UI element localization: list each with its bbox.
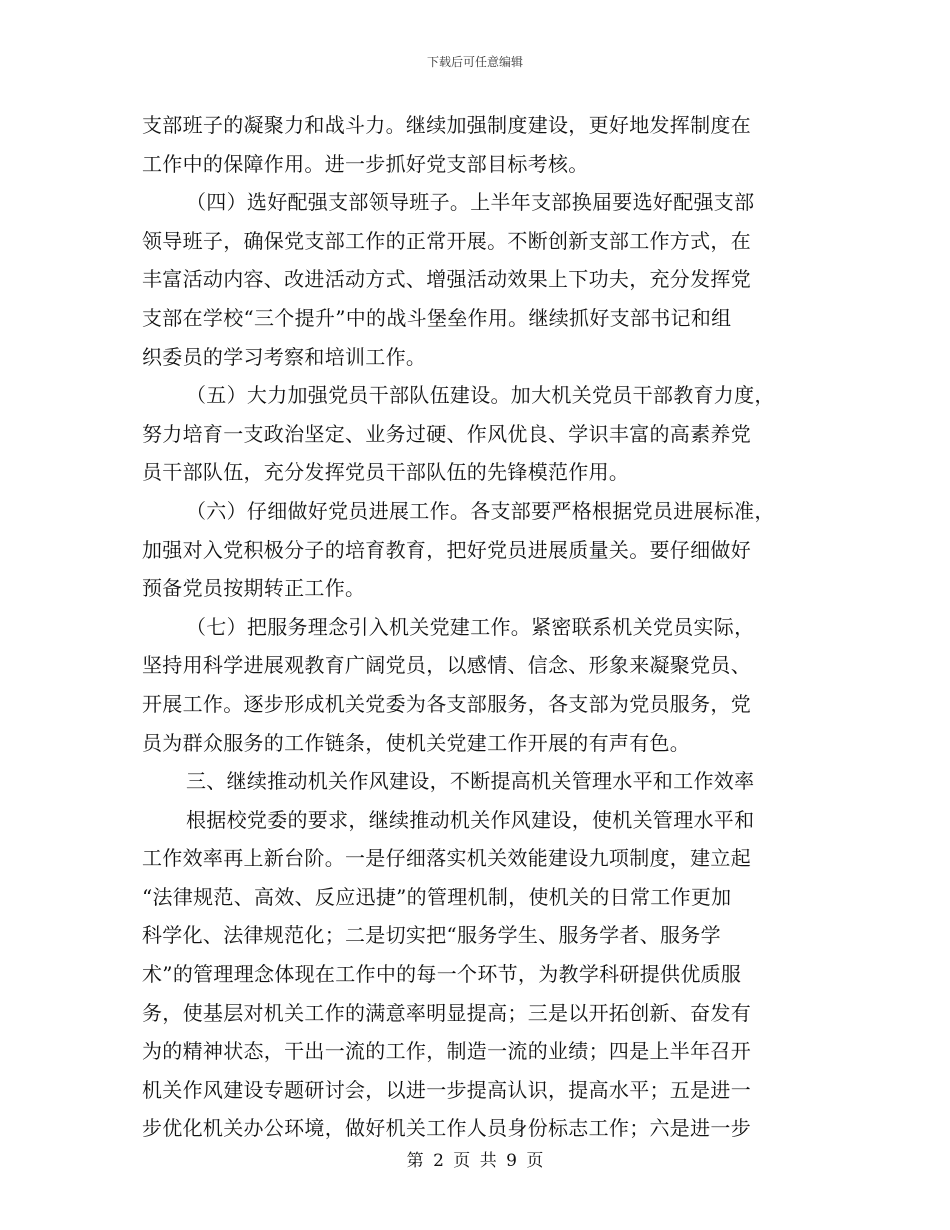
text-line: 为的精神状态，干出一流的工作，制造一流的业绩；四是上半年召开 (142, 1039, 751, 1064)
text-line: 员为群众服务的工作链条，使机关党建工作开展的有声有色。 (142, 730, 691, 755)
text-line: 领导班子，确保党支部工作的正常开展。不断创新支部工作方式，在 (142, 228, 751, 253)
text-line: “法律规范、高效、反应迅捷”的管理机制，使机关的日常工作更加 (142, 884, 732, 909)
page-header: 下载后可任意编辑 (426, 55, 523, 69)
section-heading-5: （五）大力加强党员干部队伍建设。加大机关党员干部教育力度， (186, 383, 775, 408)
document-body (142, 106, 810, 1148)
section-heading-4: （四）选好配强支部领导班子。上半年支部换届要选好配强支部 (186, 190, 755, 215)
text-line: 科学化、法律规范化；二是切实把“服务学生、服务学者、服务学 (142, 923, 721, 948)
text-line: 努力培育一支政治坚定、业务过硬、作风优良、学识丰富的高素养党 (142, 421, 751, 446)
text-line: 织委员的学习考察和培训工作。 (142, 344, 427, 369)
text-line: 务，使基层对机关工作的满意率明显提高；三是以开拓创新、奋发有 (142, 1000, 751, 1025)
text-line: 工作效率再上新台阶。一是仔细落实机关效能建设九项制度，建立起 (142, 846, 751, 871)
text-line: 坚持用科学进展观教育广阔党员，以感情、信念、形象来凝聚党员、 (142, 653, 751, 678)
text-line: 开展工作。逐步形成机关党委为各支部服务，各支部为党员服务，党 (142, 691, 751, 716)
text-line: 预备党员按期转正工作。 (142, 576, 366, 601)
text-line: 丰富活动内容、改进活动方式、增强活动效果上下功夫，充分发挥党 (142, 267, 751, 292)
text-line: 员干部队伍，充分发挥党员干部队伍的先锋模范作用。 (142, 460, 630, 485)
text-line: 术”的管理理念体现在工作中的每一个环节，为教学科研提供优质服 (142, 962, 742, 987)
text-line: 工作中的保障作用。进一步抓好党支部目标考核。 (142, 151, 589, 176)
text-line: 支部班子的凝聚力和战斗力。继续加强制度建设，更好地发挥制度在 (142, 113, 751, 137)
section-heading-7: （七）把服务理念引入机关党建工作。紧密联系机关党员实际， (186, 614, 755, 639)
text-line: 加强对入党积极分子的培育教育，把好党员进展质量关。要仔细做好 (142, 537, 751, 562)
text-line: 步优化机关办公环境，做好机关工作人员身份标志工作；六是进一步 (142, 1116, 751, 1141)
paragraph-start: 根据校党委的要求，继续推动机关作风建设，使机关管理水平和 (186, 807, 755, 832)
page-footer: 第 2 页 共 9 页 (406, 1151, 544, 1171)
section-heading-6: （六）仔细做好党员进展工作。各支部要严格根据党员进展标准， (186, 498, 775, 523)
chapter-heading-3: 三、继续推动机关作风建设，不断提高机关管理水平和工作效率 (186, 769, 755, 794)
text-line: 支部在学校“三个提升”中的战斗堡垒作用。继续抓好支部书记和组 (142, 305, 732, 330)
text-line: 机关作风建设专题研讨会，以进一步提高认识，提高水平；五是进一 (142, 1077, 751, 1102)
